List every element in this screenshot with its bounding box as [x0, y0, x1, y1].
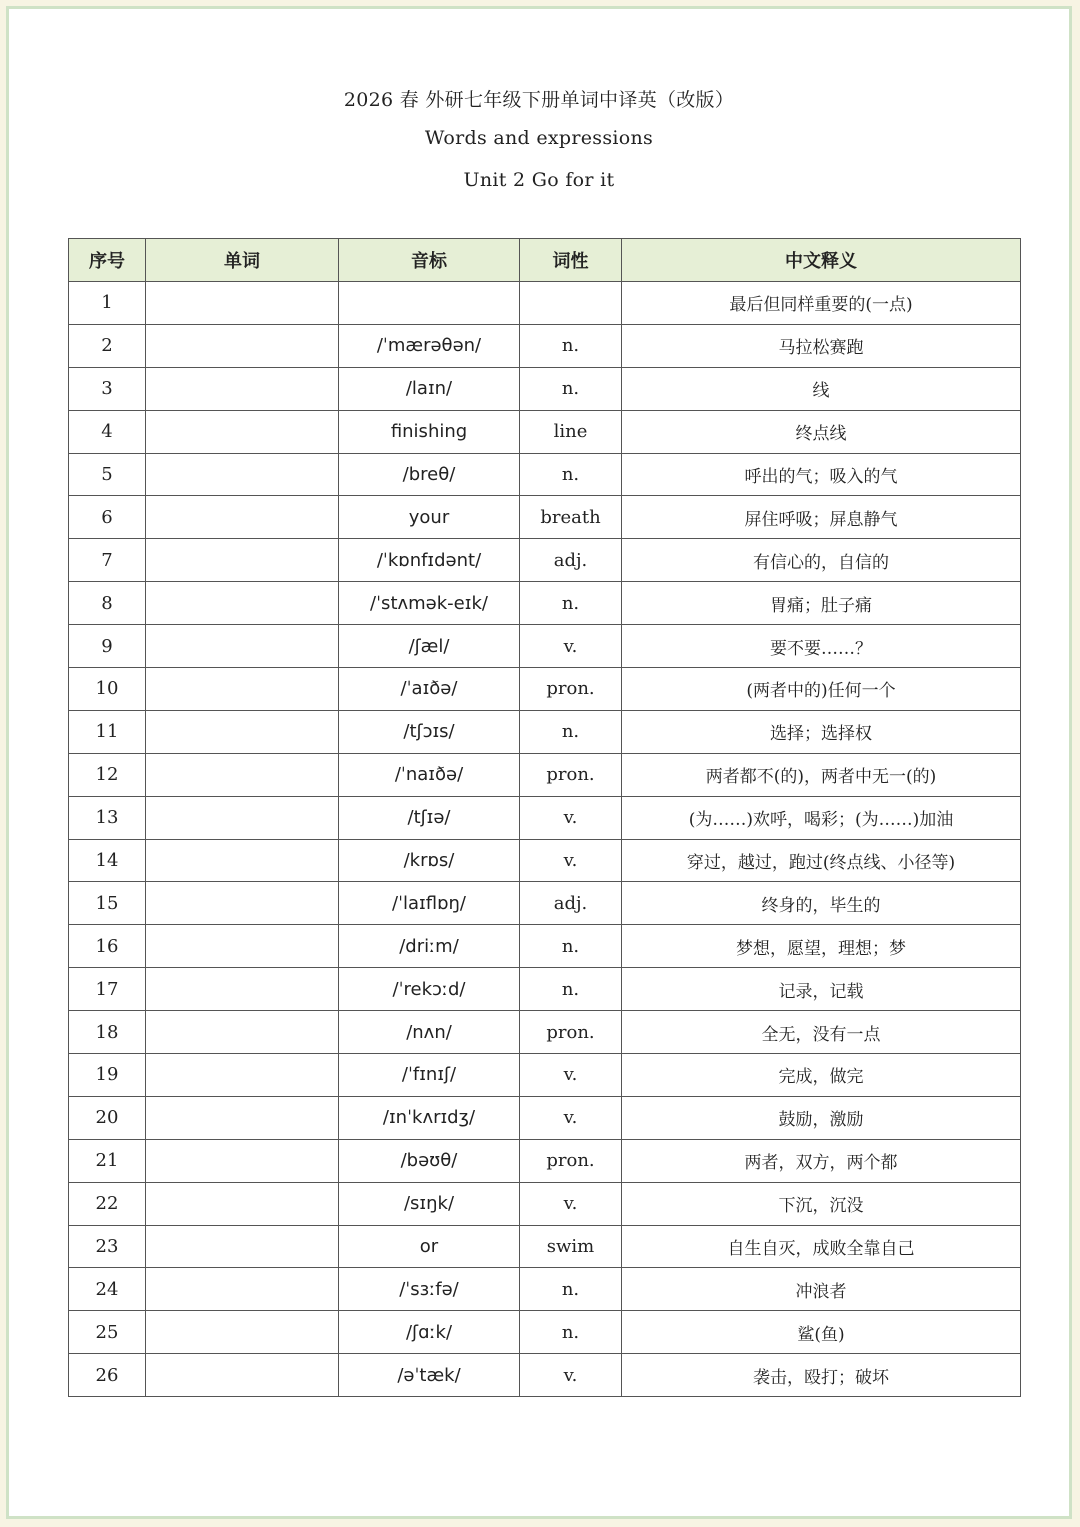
word-cell: [146, 968, 339, 1011]
phonetic-cell: /sɪŋk/: [339, 1182, 520, 1225]
phonetic-cell: /laɪn/: [339, 367, 520, 410]
table-row: [69, 1139, 1021, 1182]
table-row: [69, 496, 1021, 539]
vocabulary-table: [68, 238, 1021, 1397]
table-row: [69, 1054, 1021, 1097]
word-cell: [146, 1225, 339, 1268]
part-of-speech-cell: n.: [520, 710, 622, 753]
phonetic-cell: /ˈaɪðə/: [339, 668, 520, 711]
phonetic-cell: /ˈmærəθən/: [339, 324, 520, 367]
phonetic-cell: /ˈnaɪðə/: [339, 753, 520, 796]
row-number: 13: [69, 796, 146, 839]
table-row: [69, 668, 1021, 711]
meaning-cell: 终点线: [622, 410, 1021, 453]
meaning-cell: 两者，双方，两个都: [622, 1139, 1021, 1182]
meaning-cell: 线: [622, 367, 1021, 410]
row-number: 20: [69, 1096, 146, 1139]
phonetic-cell: /nʌn/: [339, 1011, 520, 1054]
phonetic-cell: /tʃɔɪs/: [339, 710, 520, 753]
phonetic-cell: your: [339, 496, 520, 539]
meaning-cell: 记录，记载: [622, 968, 1021, 1011]
row-number: 9: [69, 625, 146, 668]
part-of-speech-cell: n.: [520, 925, 622, 968]
word-cell: [146, 539, 339, 582]
word-cell: [146, 1096, 339, 1139]
word-cell: [146, 324, 339, 367]
phonetic-cell: /ˈkɒnfɪdənt/: [339, 539, 520, 582]
row-number: 12: [69, 753, 146, 796]
column-header-number: 序号: [69, 239, 146, 282]
table-row: [69, 324, 1021, 367]
word-cell: [146, 1139, 339, 1182]
word-cell: [146, 582, 339, 625]
part-of-speech-cell: n.: [520, 453, 622, 496]
word-cell: [146, 1311, 339, 1354]
phonetic-cell: /əˈtæk/: [339, 1354, 520, 1397]
word-cell: [146, 882, 339, 925]
phonetic-cell: /tʃɪə/: [339, 796, 520, 839]
part-of-speech-cell: v.: [520, 1096, 622, 1139]
row-number: 17: [69, 968, 146, 1011]
phonetic-cell: /ˈsɜːfə/: [339, 1268, 520, 1311]
column-header-part-of-speech: 词性: [520, 239, 622, 282]
unit-title: Unit 2 Go for it: [463, 169, 615, 191]
table-row: [69, 1182, 1021, 1225]
table-row: [69, 625, 1021, 668]
meaning-cell: 胃痛；肚子痛: [622, 582, 1021, 625]
table-header-row: [69, 239, 1021, 282]
page-title: 2026 春 外研七年级下册单词中译英（改版）: [343, 89, 735, 111]
row-number: 25: [69, 1311, 146, 1354]
meaning-cell: 终身的，毕生的: [622, 882, 1021, 925]
meaning-cell: 选择；选择权: [622, 710, 1021, 753]
row-number: 11: [69, 710, 146, 753]
part-of-speech-cell: n.: [520, 1311, 622, 1354]
table-row: [69, 882, 1021, 925]
table-row: [69, 1011, 1021, 1054]
row-number: 2: [69, 324, 146, 367]
phonetic-cell: /breθ/: [339, 453, 520, 496]
phonetic-cell: /ʃæl/: [339, 625, 520, 668]
row-number: 16: [69, 925, 146, 968]
part-of-speech-cell: pron.: [520, 1139, 622, 1182]
part-of-speech-cell: pron.: [520, 668, 622, 711]
part-of-speech-cell: n.: [520, 968, 622, 1011]
row-number: 5: [69, 453, 146, 496]
row-number: 6: [69, 496, 146, 539]
word-cell: [146, 496, 339, 539]
phonetic-cell: /driːm/: [339, 925, 520, 968]
phonetic-cell: /krɒs/: [339, 839, 520, 882]
row-number: 21: [69, 1139, 146, 1182]
table-row: [69, 453, 1021, 496]
word-cell: [146, 710, 339, 753]
meaning-cell: 冲浪者: [622, 1268, 1021, 1311]
phonetic-cell: /bəʊθ/: [339, 1139, 520, 1182]
meaning-cell: 两者都不(的)，两者中无一(的): [622, 753, 1021, 796]
row-number: 15: [69, 882, 146, 925]
row-number: 1: [69, 282, 146, 325]
word-cell: [146, 668, 339, 711]
part-of-speech-cell: v.: [520, 839, 622, 882]
table-row: [69, 925, 1021, 968]
page-subtitle: Words and expressions: [424, 127, 654, 149]
table-row: [69, 1354, 1021, 1397]
row-number: 3: [69, 367, 146, 410]
column-header-meaning: 中文释义: [622, 239, 1021, 282]
page-frame: [6, 6, 1072, 1519]
meaning-cell: 穿过，越过，跑过(终点线、小径等): [622, 839, 1021, 882]
table-row: [69, 1096, 1021, 1139]
row-number: 26: [69, 1354, 146, 1397]
row-number: 19: [69, 1054, 146, 1097]
part-of-speech-cell: pron.: [520, 1011, 622, 1054]
part-of-speech-cell: v.: [520, 1182, 622, 1225]
meaning-cell: (为……)欢呼，喝彩；(为……)加油: [622, 796, 1021, 839]
table-row: [69, 710, 1021, 753]
table-row: [69, 367, 1021, 410]
row-number: 18: [69, 1011, 146, 1054]
table-row: [69, 539, 1021, 582]
table-row: [69, 282, 1021, 325]
part-of-speech-cell: line: [520, 410, 622, 453]
row-number: 10: [69, 668, 146, 711]
phonetic-cell: finishing: [339, 410, 520, 453]
word-cell: [146, 1182, 339, 1225]
meaning-cell: 屏住呼吸；屏息静气: [622, 496, 1021, 539]
part-of-speech-cell: breath: [520, 496, 622, 539]
table-row: [69, 839, 1021, 882]
part-of-speech-cell: [520, 282, 622, 325]
row-number: 24: [69, 1268, 146, 1311]
table-row: [69, 410, 1021, 453]
part-of-speech-cell: v.: [520, 625, 622, 668]
phonetic-cell: /ˈrekɔːd/: [339, 968, 520, 1011]
phonetic-cell: /ˈlaɪflɒŋ/: [339, 882, 520, 925]
meaning-cell: (两者中的)任何一个: [622, 668, 1021, 711]
meaning-cell: 最后但同样重要的(一点): [622, 282, 1021, 325]
word-cell: [146, 753, 339, 796]
column-header-phonetic: 音标: [339, 239, 520, 282]
part-of-speech-cell: swim: [520, 1225, 622, 1268]
row-number: 22: [69, 1182, 146, 1225]
word-cell: [146, 282, 339, 325]
word-cell: [146, 453, 339, 496]
meaning-cell: 自生自灭，成败全靠自己: [622, 1225, 1021, 1268]
part-of-speech-cell: n.: [520, 582, 622, 625]
meaning-cell: 袭击，殴打；破坏: [622, 1354, 1021, 1397]
part-of-speech-cell: adj.: [520, 882, 622, 925]
row-number: 8: [69, 582, 146, 625]
phonetic-cell: /ˈstʌmək-eɪk/: [339, 582, 520, 625]
part-of-speech-cell: n.: [520, 367, 622, 410]
word-cell: [146, 1054, 339, 1097]
meaning-cell: 全无，没有一点: [622, 1011, 1021, 1054]
word-cell: [146, 1354, 339, 1397]
meaning-cell: 鲨(鱼): [622, 1311, 1021, 1354]
phonetic-cell: /ˈfɪnɪʃ/: [339, 1054, 520, 1097]
column-header-word: 单词: [146, 239, 339, 282]
table-row: [69, 753, 1021, 796]
table-row: [69, 1225, 1021, 1268]
row-number: 4: [69, 410, 146, 453]
word-cell: [146, 839, 339, 882]
phonetic-cell: or: [339, 1225, 520, 1268]
table-row: [69, 1311, 1021, 1354]
meaning-cell: 下沉，沉没: [622, 1182, 1021, 1225]
word-cell: [146, 367, 339, 410]
word-cell: [146, 1011, 339, 1054]
meaning-cell: 要不要……？: [622, 625, 1021, 668]
table-row: [69, 796, 1021, 839]
row-number: 14: [69, 839, 146, 882]
word-cell: [146, 625, 339, 668]
phonetic-cell: /ɪnˈkʌrɪdʒ/: [339, 1096, 520, 1139]
part-of-speech-cell: v.: [520, 1354, 622, 1397]
part-of-speech-cell: v.: [520, 796, 622, 839]
table-row: [69, 582, 1021, 625]
table-body: [69, 282, 1021, 1397]
part-of-speech-cell: n.: [520, 1268, 622, 1311]
phonetic-cell: [339, 282, 520, 325]
meaning-cell: 呼出的气；吸入的气: [622, 453, 1021, 496]
word-cell: [146, 796, 339, 839]
part-of-speech-cell: v.: [520, 1054, 622, 1097]
meaning-cell: 梦想，愿望，理想；梦: [622, 925, 1021, 968]
phonetic-cell: /ʃɑːk/: [339, 1311, 520, 1354]
word-cell: [146, 410, 339, 453]
part-of-speech-cell: n.: [520, 324, 622, 367]
meaning-cell: 完成，做完: [622, 1054, 1021, 1097]
row-number: 7: [69, 539, 146, 582]
meaning-cell: 鼓励，激励: [622, 1096, 1021, 1139]
part-of-speech-cell: adj.: [520, 539, 622, 582]
part-of-speech-cell: pron.: [520, 753, 622, 796]
meaning-cell: 有信心的，自信的: [622, 539, 1021, 582]
word-cell: [146, 1268, 339, 1311]
table-row: [69, 968, 1021, 1011]
row-number: 23: [69, 1225, 146, 1268]
word-cell: [146, 925, 339, 968]
meaning-cell: 马拉松赛跑: [622, 324, 1021, 367]
table-row: [69, 1268, 1021, 1311]
